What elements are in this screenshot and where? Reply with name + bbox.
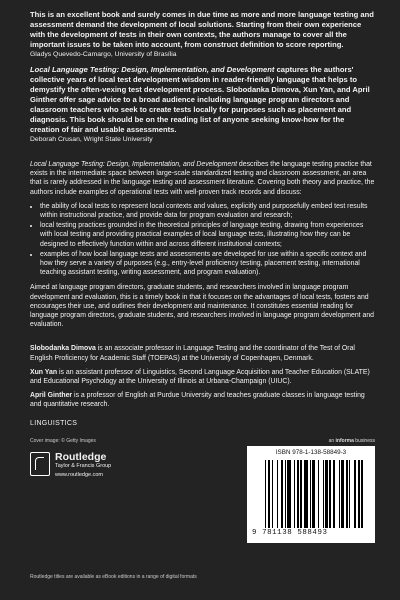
ebook-note: Routledge titles are available as eBook editions in a range of digital formats bbox=[30, 574, 197, 580]
description-text: describes the language testing practice that exists in the intermediate space between large-scale standardized testing and classroom assessment, an area that is rarely addressed in the language testing and assessment literature. Covering both theory and practice, the authors include examples of operational tests with well-proven track records and discuss: bbox=[30, 161, 375, 196]
author-name: April Ginther bbox=[30, 392, 73, 400]
description-book-title: Local Language Testing: Design, Implementation, and Development bbox=[30, 161, 237, 168]
informa-prefix: an bbox=[328, 438, 336, 444]
publisher-subtitle: Taylor & Francis Group bbox=[55, 463, 112, 469]
review-1-text: This is an excellent book and surely comes in due time as more and more language testing and assessment demand the development of local solutions. Starting from their own experience with the development of tests in their own contexts, the authors manage to cover all the important issues to be taken into account, from construct definition to score reporting. bbox=[30, 10, 374, 49]
review-2 bbox=[30, 65, 375, 135]
subject-category: LINGUISTICS bbox=[30, 419, 78, 427]
review-2-book-title: Local Language Testing: Design, Implementation, and Development bbox=[30, 65, 275, 74]
barcode-number: 9 781138 588493 bbox=[252, 529, 328, 537]
author-bio-text: is a professor of English at Purdue University and teaches graduate classes in language testing and quantitative research. bbox=[30, 392, 365, 409]
description-bullet: • the ability of local tests to represent local contexts and values, explicitly and purposefully embed test results within instructional practice, and provide data for program evaluation and research; bbox=[40, 202, 375, 220]
review-2-text: captures the authors' collective years of local test development wisdom in reader-friendly language that helps to demystify the often-vexing test development process. Slobodanka Dimova, Xun Yan, and April Ginther offer sage advice to a broad audience including language program directors and classroom teachers who seek to create tests locally for purposes such as placement and diagnosis. This book should be on the reading list of anyone seeking know-how for the creation of fair and usable assessments. bbox=[30, 65, 370, 134]
informa-brand: informa bbox=[335, 438, 354, 444]
author-name: Slobodanka Dimova bbox=[30, 345, 96, 353]
cover-credit: Cover image: © Getty Images bbox=[30, 438, 96, 444]
description-bullets bbox=[30, 202, 375, 278]
routledge-logo-icon bbox=[30, 452, 50, 476]
review-2-attribution: Deborah Crusan, Wright State University bbox=[30, 136, 153, 143]
author-bio-text: is an associate professor in Language Testing and the coordinator of the Test of Oral English Proficiency for Academic Staff (TOEPAS) at the University of Copenhagen, Denmark. bbox=[30, 345, 355, 362]
isbn-label: ISBN 978-1-138-58849-3 bbox=[275, 449, 347, 456]
publisher-url[interactable]: www.routledge.com bbox=[55, 472, 103, 478]
back-cover-text bbox=[30, 10, 375, 427]
barcode-icon bbox=[265, 460, 365, 528]
author-bio-text: is an assistant professor of Linguistics, Second Language Acquisition and Teacher Education (SLATE) and Educational Psychology at the University of Illinois at Urbana-Champaign (UIUC). bbox=[30, 368, 370, 386]
author-bio bbox=[30, 344, 375, 362]
informa-line bbox=[329, 438, 375, 444]
audience-paragraph: Aimed at language program directors, graduate students, and researchers involved in language program development and evaluation, this is a timely book in that it focuses on the advantages of local tests, fosters and encourages their use, and outlines their development and maintenance. It constitutes essential reading for language program directors, graduate students, and researchers involved in language program development and evaluation. bbox=[30, 284, 374, 329]
description-bullet: • local testing practices grounded in the theoretical principles of language testing, drawing from experiences with local testing and providing practical examples of local language tests, illustrating how they can be designed to effectively function within and across different institutional contexts; bbox=[40, 221, 375, 249]
barcode-box bbox=[247, 446, 375, 543]
review-1-attribution: Gladys Quevedo-Camargo, University of Brasília bbox=[30, 51, 177, 58]
author-bio bbox=[30, 391, 375, 409]
author-name: Xun Yan bbox=[30, 368, 58, 376]
description-intro bbox=[30, 160, 375, 197]
author-bio bbox=[30, 368, 375, 386]
publisher-block bbox=[30, 452, 111, 479]
description-bullet: • examples of how local language tests and assessments are developed for use within a specific context and how they serve a variety of purposes (e.g., entry-level proficiency testing, placement testing, international teaching assistant testing, writing assessment, and program evaluation). bbox=[40, 250, 375, 278]
informa-suffix: business bbox=[353, 438, 375, 444]
publisher-name: Routledge bbox=[55, 451, 107, 463]
